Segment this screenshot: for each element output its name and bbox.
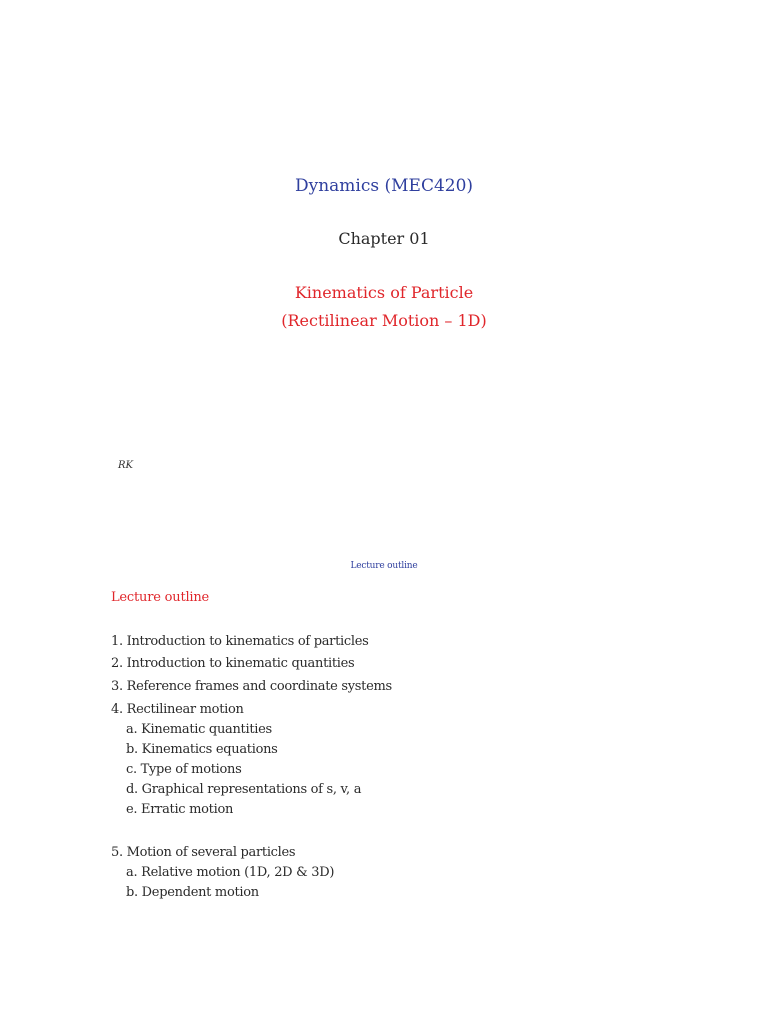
outline-subitem: a. Kinematic quantities bbox=[126, 722, 272, 737]
outline-subitem: b. Kinematics equations bbox=[126, 742, 278, 757]
outline-subitem: b. Dependent motion bbox=[126, 885, 259, 900]
outline-subitem: c. Type of motions bbox=[126, 762, 242, 777]
outline-heading: Lecture outline bbox=[111, 590, 210, 605]
outline-item: 3. Reference frames and coordinate systems bbox=[111, 679, 392, 694]
outline-item: 1. Introduction to kinematics of particles bbox=[111, 634, 369, 649]
outline-subitem: d. Graphical representations of s, v, a bbox=[126, 782, 362, 797]
topic-title: Kinematics of Particle bbox=[294, 283, 474, 302]
topic-subtitle: (Rectilinear Motion – 1D) bbox=[281, 311, 487, 330]
outline-item: 5. Motion of several particles bbox=[111, 845, 296, 860]
outline-item: 4. Rectilinear motion bbox=[111, 702, 244, 717]
outline-subitem: a. Relative motion (1D, 2D & 3D) bbox=[126, 865, 335, 880]
outline-item: 2. Introduction to kinematic quantities bbox=[111, 656, 355, 671]
course-title: Dynamics (MEC420) bbox=[294, 176, 474, 196]
outline-subitem: e. Erratic motion bbox=[126, 802, 234, 817]
small-outline-heading: Lecture outline bbox=[350, 561, 418, 571]
chapter-label: Chapter 01 bbox=[338, 229, 430, 248]
author-initials: RK bbox=[118, 460, 133, 471]
